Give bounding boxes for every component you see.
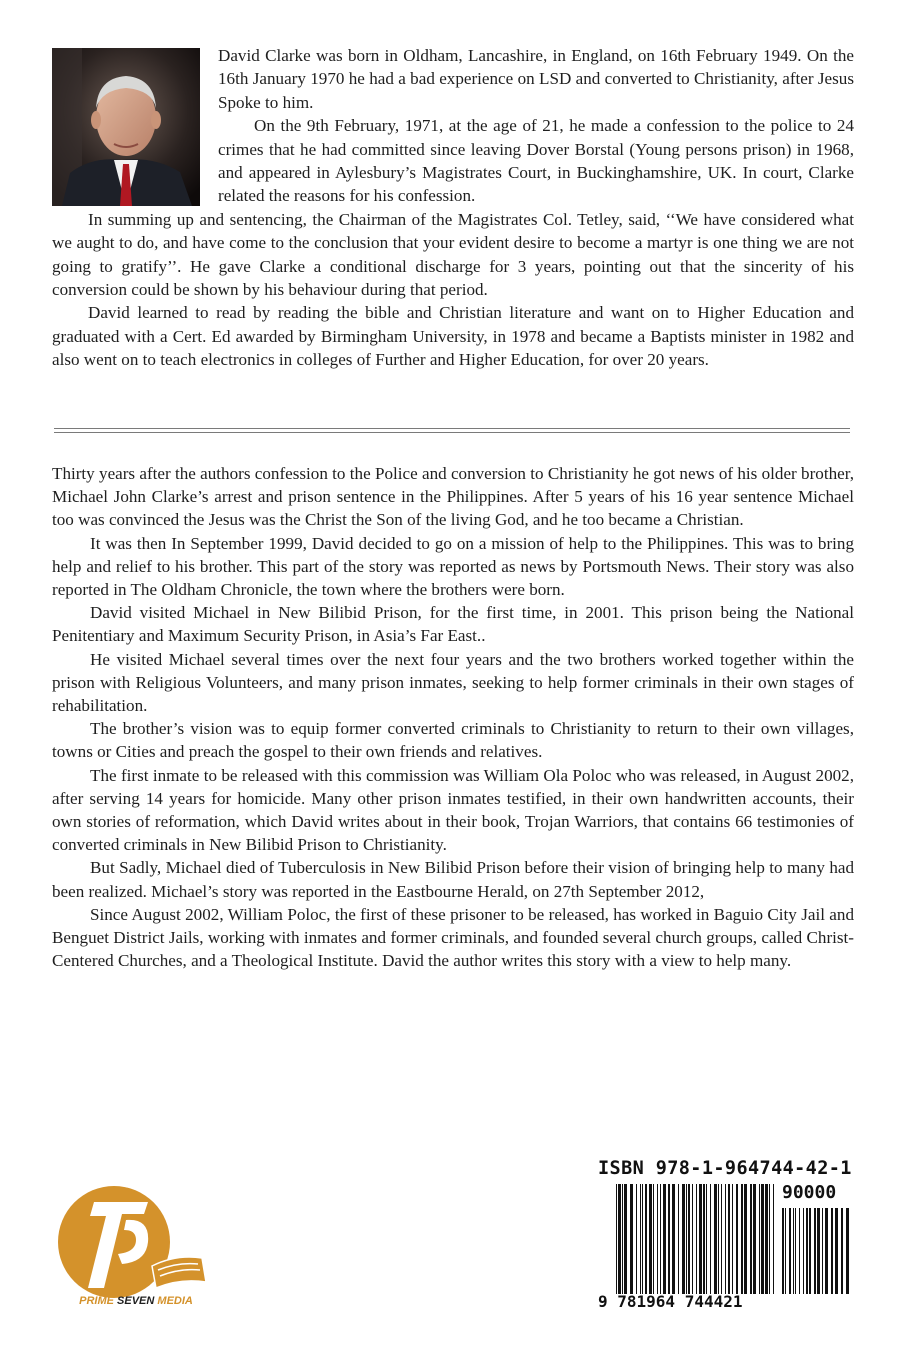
story-paragraph: The first inmate to be released with this commission was William Ola Poloc who was released, in August 2002, after serving 14 years for homicide. Many other prison inmates testified, in their own handwritten accounts, their own stories of reformation, which David writes about in their book, Trojan Warriors, that contains 66 testimonies of converted criminals in New Bilibid Prison to Christianity. [52,765,854,855]
author-bio [52,44,854,372]
barcode-bar [741,1184,743,1294]
barcode-bar [618,1184,621,1294]
bio-paragraph: David Clarke was born in Oldham, Lancashire, in England, on 16th February 1949. On the 16th January 1970 he had a bad experience on LSD and converted to Christianity, after Jesus Spoke to him. [218,46,854,112]
barcode-bar [624,1184,627,1294]
barcode-bar [663,1184,666,1294]
barcode-bar [721,1184,722,1294]
barcode-bar [725,1184,726,1294]
story-paragraph: David visited Michael in New Bilibid Prison, for the first time, in 2001. This prison being the National Penitentiary and Maximum Security Prison, in Asia’s Far East.. [52,603,854,646]
barcode-bar [672,1184,675,1294]
barcode-bar [753,1184,756,1294]
barcode-bar [806,1208,808,1294]
logo-word-prime: PRIME [79,1295,114,1307]
barcode-bar [789,1208,791,1294]
barcode-bar [841,1208,843,1294]
barcode-bar [616,1184,617,1294]
barcode-bar [710,1184,711,1294]
section-divider [54,428,850,433]
barcode-bar [714,1184,717,1294]
isbn-barcode [598,1158,856,1323]
barcode-bar [744,1184,747,1294]
logo-word-seven: SEVEN [117,1295,155,1307]
barcode-bar [782,1208,784,1294]
barcode-bar [703,1184,705,1294]
barcode-bar [642,1184,643,1294]
barcode-bar [759,1184,760,1294]
barcode-bar [686,1184,687,1294]
barcode-bar [785,1208,786,1294]
logo-word-media: MEDIA [157,1295,193,1307]
barcode-bar [649,1184,652,1294]
barcode-bar [769,1184,770,1294]
barcode-bar [761,1184,764,1294]
barcode-bar [640,1184,641,1294]
barcode-bar [822,1208,823,1294]
barcode-bar [660,1184,661,1294]
barcode-bar [653,1184,654,1294]
barcode-bar [795,1208,796,1294]
barcode-bar [809,1208,811,1294]
barcode-bar [688,1184,690,1294]
barcode-bar [750,1184,752,1294]
barcode-bar [699,1184,702,1294]
addon-barcode-bars [782,1208,850,1294]
barcode-bar [678,1184,679,1294]
story-paragraph: Thirty years after the authors confession to the Police and conversion to Christianity he got news of his older brother, Michael John Clarke’s arrest and prison sentence in the Philippines. After 5 years of his 16 year sentence Michael too was convinced the Jesus was the Christ the Son of the living God, and he too became a Christian. [52,464,854,530]
barcode-bar [657,1184,658,1294]
svg-text:PRIME SEVEN MEDIA [79,1295,193,1307]
barcode-bar [773,1184,774,1294]
barcode-bar [814,1208,816,1294]
barcode-bar [732,1184,733,1294]
barcode-bar [793,1208,794,1294]
barcode-bar [835,1208,838,1294]
barcode-bar [692,1184,693,1294]
barcode-bar [799,1208,800,1294]
barcode-bar [636,1184,637,1294]
publisher-logo [56,1170,216,1315]
barcode-bar [682,1184,685,1294]
story-paragraph: Since August 2002, William Poloc, the first of these prisoner to be released, has worked in Baguio City Jail and Benguet District Jails, working with inmates and former criminals, and founded several church groups, called Christ-Centered Churches, and a Theological Institute. David the author writes this story with a view to help many. [52,904,854,971]
story-text [52,462,854,972]
story-paragraph: But Sadly, Michael died of Tuberculosis in New Bilibid Prison before their vision of bringing help to many had been realized. Michael’s story was reported in the Eastbourne Herald, on 27th September 2012, [52,858,854,901]
barcode-bar [765,1184,768,1294]
barcode-bar [736,1184,738,1294]
barcode-bar [817,1208,820,1294]
barcode-bar [630,1184,633,1294]
barcode-bar [831,1208,833,1294]
barcode-bar [696,1184,697,1294]
story-paragraph: It was then In September 1999, David decided to go on a mission of help to the Philippines. This was to bring help and relief to his brother. This part of the story was reported as news by Portsmouth News. Their story was also reported in The Oldham Chronicle, the town where the brothers were born. [52,533,854,600]
barcode-bar [825,1208,828,1294]
barcode-bar [645,1184,647,1294]
barcode-bar [706,1184,707,1294]
isbn-label: ISBN 978-1-964744-42-1 [598,1158,852,1179]
price-code: 90000 [782,1182,837,1203]
ean-barcode-bars [616,1184,776,1294]
barcode-bar [846,1208,849,1294]
bio-paragraph: In summing up and sentencing, the Chairman of the Magistrates Col. Tetley, said, ‘‘We have considered what we aught to do, and have come to the conclusion that your evident desire to become a martyr is one thing we are not going to gratify’’. He gave Clarke a conditional discharge for 3 years, pointing out that the sincerity of his conversion could be shown by his behaviour during that period. [52,209,854,300]
barcode-bar [622,1184,623,1294]
story-paragraph: The brother’s vision was to equip former converted criminals to Christianity to return to their own villages, towns or Cities and preach the gospel to their own friends and relatives. [52,719,854,762]
barcode-bar [718,1184,719,1294]
barcode-bar [803,1208,804,1294]
bio-paragraph: On the 9th February, 1971, at the age of 21, he made a confession to the police to 24 crimes that he had committed since leaving Dover Borstal (Young persons prison) in 1968, and appeared in Aylesbury’s Magistrates Court, in Buckinghamshire, UK. In court, Clarke related the reasons for his confession. [218,116,854,206]
barcode-bar [728,1184,730,1294]
ean-digits: 9 781964 744421 [598,1292,743,1311]
story-paragraph: He visited Michael several times over the next four years and the two brothers worked together within the prison with Religious Volunteers, and many prison inmates, seeking to help former criminals in their own stages of rehabilitation. [52,649,854,716]
barcode-bar [668,1184,670,1294]
bio-paragraph: David learned to read by reading the bible and Christian literature and want on to Higher Education and graduated with a Cert. Ed awarded by Birmingham University, in 1978 and became a Baptists minister in 1982 and also went on to teach electronics in colleges of Further and Higher Education, for over 20 years. [52,303,854,370]
